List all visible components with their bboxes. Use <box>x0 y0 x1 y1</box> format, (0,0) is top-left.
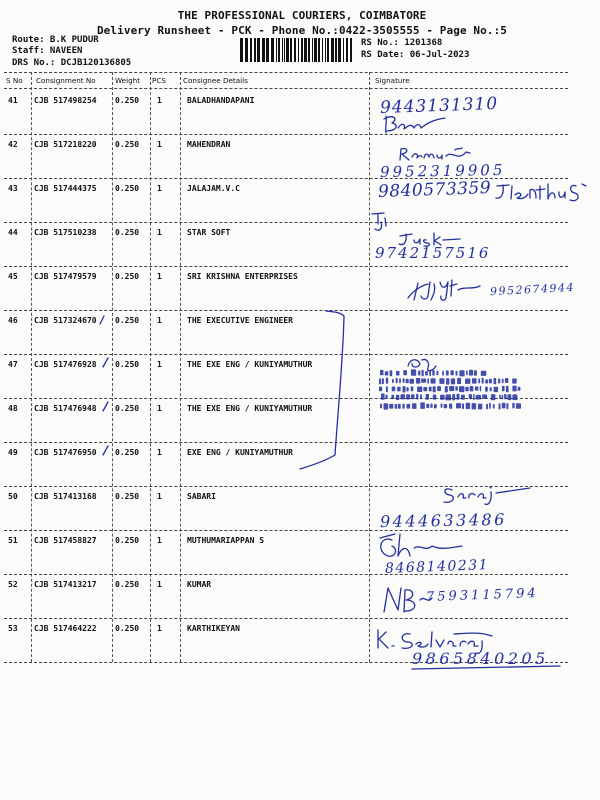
table-row <box>0 90 600 134</box>
table-row <box>0 310 600 354</box>
barcode-bar <box>276 38 277 62</box>
barcode-bar <box>250 38 252 62</box>
cell-pcs: 1 <box>157 404 162 413</box>
table-row <box>0 134 600 178</box>
cell-consignment: CJB 517479579 <box>34 272 97 281</box>
cell-consignment: CJB 517464222 <box>34 624 97 633</box>
barcode-bar <box>331 38 334 62</box>
cell-sno: 49 <box>8 448 18 457</box>
cell-weight: 0.250 <box>115 96 140 105</box>
cell-pcs: 1 <box>157 140 162 149</box>
cell-consignee: SRI KRISHNA ENTERPRISES <box>187 272 298 281</box>
cell-weight: 0.250 <box>115 272 140 281</box>
handwritten-phone: 9840573359 <box>377 178 492 202</box>
drs-number: DRS No.: DCJB120136805 <box>12 58 132 68</box>
cell-consignee: JALAJAM.V.C <box>187 184 240 193</box>
cell-pcs: 1 <box>157 624 162 633</box>
header-sno: S No <box>6 76 23 85</box>
cell-weight: 0.250 <box>115 184 140 193</box>
cell-weight: 0.250 <box>115 492 140 501</box>
cell-weight: 0.250 <box>115 140 140 149</box>
cell-consignment: CJB 517218220 <box>34 140 97 149</box>
barcode-bar <box>346 38 348 62</box>
handwritten-phone: 9443131310 <box>379 93 499 119</box>
cell-weight: 0.250 <box>115 448 140 457</box>
barcode-bar <box>318 38 320 62</box>
barcode-bar <box>314 38 317 62</box>
table-header-rule <box>4 88 568 89</box>
company-name: THE PROFESSIONAL COURIERS, COIMBATORE <box>177 9 427 22</box>
barcode-bar <box>240 38 243 62</box>
cell-pcs: 1 <box>157 448 162 457</box>
handwritten-phone: 8468140231 <box>384 557 490 577</box>
barcode-bar <box>322 38 323 62</box>
cell-consignment: CJB 517413168 <box>34 492 97 501</box>
barcode-bar <box>294 38 296 62</box>
table-row <box>0 354 600 398</box>
barcode-bar <box>350 38 352 62</box>
barcode-bar <box>271 38 274 62</box>
cell-sno: 43 <box>8 184 18 193</box>
cell-consignment: CJB 517476950 <box>34 448 97 457</box>
barcode-bar <box>282 38 283 62</box>
barcode-bar <box>335 38 337 62</box>
handwritten-phone: 9444633486 <box>379 509 507 532</box>
cell-consignee: STAR SOFT <box>187 228 231 237</box>
cell-weight: 0.250 <box>115 580 140 589</box>
cell-consignee: EXE ENG / KUNIYAMUTHUR <box>187 448 293 457</box>
cell-sno: 53 <box>8 624 18 633</box>
barcode-bar <box>266 38 269 62</box>
handwritten-phone: 9742157516 <box>375 244 491 262</box>
cell-weight: 0.250 <box>115 360 140 369</box>
barcode-bar <box>257 38 260 62</box>
cell-consignee: MUTHUMARIAPPAN S <box>187 536 265 545</box>
cell-sno: 44 <box>8 228 18 237</box>
cell-consignee: MAHENDRAN <box>187 140 231 149</box>
cell-sno: 46 <box>8 316 18 325</box>
barcode-bar <box>338 38 341 62</box>
cell-pcs: 1 <box>157 580 162 589</box>
barcode-bar <box>312 38 313 62</box>
cell-sno: 52 <box>8 580 18 589</box>
cell-consignee: BALADHANDAPANI <box>187 96 255 105</box>
handwritten-phone: 7593115794 <box>425 586 539 605</box>
cell-consignment: CJB 517476928 <box>34 360 97 369</box>
handwritten-phone: 9952319905 <box>379 160 506 182</box>
cell-consignment: CJB 517498254 <box>34 96 97 105</box>
cell-sno: 45 <box>8 272 18 281</box>
barcode-bar <box>245 38 248 62</box>
rs-number: RS No.: 1201368 <box>361 38 443 48</box>
table-row <box>0 222 600 266</box>
cell-consignee: THE EXECUTIVE ENGINEER <box>187 316 293 325</box>
cell-consignee: KARTHIKEYAN <box>187 624 240 633</box>
table-row <box>0 442 600 486</box>
header-signature: Signature <box>375 76 410 85</box>
barcode-bar <box>290 38 292 62</box>
handwritten-phone: 9952674944 <box>489 280 576 299</box>
cell-pcs: 1 <box>157 536 162 545</box>
table-row <box>0 486 600 530</box>
cell-weight: 0.250 <box>115 316 140 325</box>
cell-consignee: THE EXE ENG / KUNIYAMUTHUR <box>187 404 313 413</box>
cell-sno: 42 <box>8 140 18 149</box>
header-pcs: PCS <box>152 76 166 85</box>
cell-consignee: SABARI <box>187 492 216 501</box>
table-row <box>0 178 600 222</box>
barcode-bar <box>304 38 307 62</box>
cell-weight: 0.250 <box>115 228 140 237</box>
table-row <box>0 530 600 574</box>
cell-pcs: 1 <box>157 360 162 369</box>
handwritten-phone: 9865840205 <box>412 649 549 668</box>
cell-sno: 48 <box>8 404 18 413</box>
cell-consignee: KUMAR <box>187 580 212 589</box>
route: Route: B.K PUDUR <box>12 35 99 45</box>
barcode-bar <box>262 38 265 62</box>
cell-pcs: 1 <box>157 96 162 105</box>
barcode-bar <box>298 38 299 62</box>
cell-pcs: 1 <box>157 272 162 281</box>
table-row <box>0 398 600 442</box>
cell-sno: 41 <box>8 96 18 105</box>
runsheet-subtitle: Delivery Runsheet - PCK - Phone No.:0422-3505555 - Page No.:5 <box>96 24 508 37</box>
barcode-bar <box>286 38 289 62</box>
barcode-bar <box>325 38 326 62</box>
cell-weight: 0.250 <box>115 536 140 545</box>
cell-sno: 50 <box>8 492 18 501</box>
cell-pcs: 1 <box>157 492 162 501</box>
header-consignment: Consignment No <box>36 76 96 85</box>
cell-consignment: CJB 517444375 <box>34 184 97 193</box>
cell-consignment: CJB 517510238 <box>34 228 97 237</box>
cell-consignment: CJB 517458827 <box>34 536 97 545</box>
cell-consignment: CJB 517413217 <box>34 580 97 589</box>
header-consignee: Consignee Details <box>183 76 248 85</box>
rs-date: RS Date: 06-Jul-2023 <box>361 50 470 60</box>
barcode <box>240 38 356 62</box>
barcode-bar <box>327 38 329 62</box>
staff: Staff: NAVEEN <box>12 46 83 56</box>
cell-weight: 0.250 <box>115 404 140 413</box>
table-top-rule <box>4 72 568 73</box>
cell-weight: 0.250 <box>115 624 140 633</box>
header-weight: Weight <box>115 76 141 85</box>
barcode-bar <box>278 38 280 62</box>
cell-pcs: 1 <box>157 316 162 325</box>
cell-pcs: 1 <box>157 228 162 237</box>
cell-sno: 47 <box>8 360 18 369</box>
barcode-bar <box>343 38 344 62</box>
barcode-bar <box>308 38 310 62</box>
barcode-bar <box>254 38 256 62</box>
cell-pcs: 1 <box>157 184 162 193</box>
cell-consignment: CJB 517476948 <box>34 404 97 413</box>
cell-consignment: CJB 517324670 <box>34 316 97 325</box>
cell-consignee: THE EXE ENG / KUNIYAMUTHUR <box>187 360 313 369</box>
barcode-bar <box>284 38 285 62</box>
barcode-bar <box>301 38 303 62</box>
cell-sno: 51 <box>8 536 18 545</box>
